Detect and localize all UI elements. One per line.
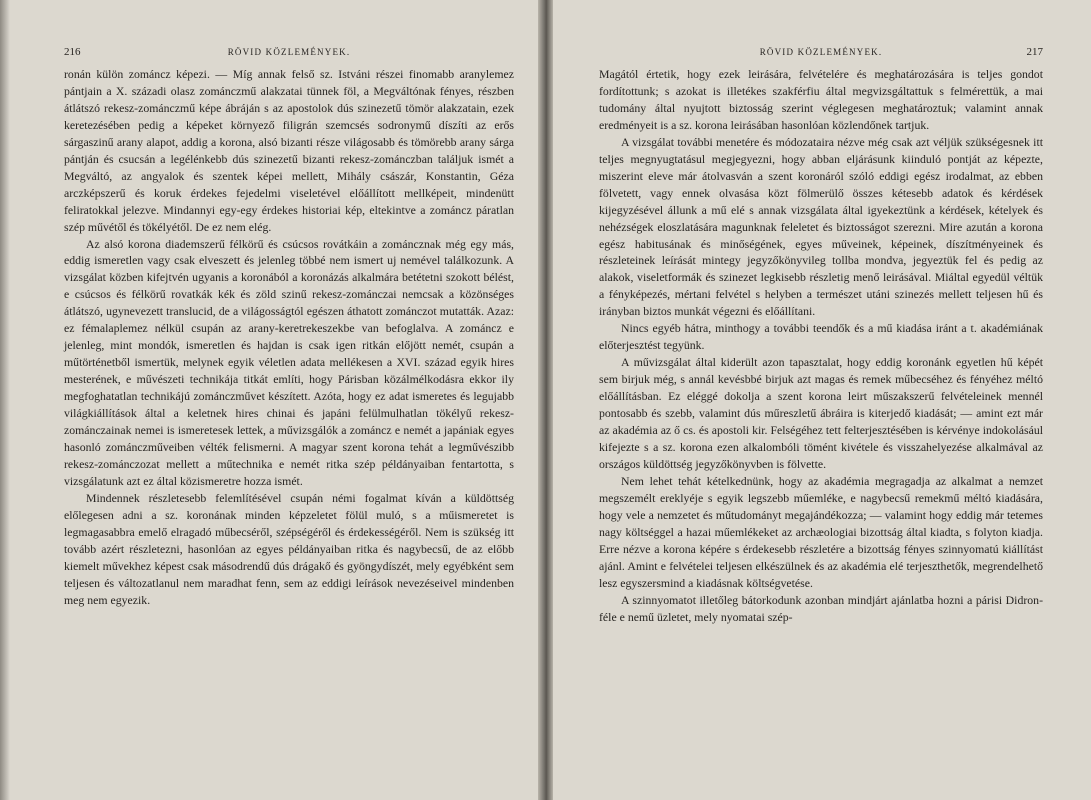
right-paragraph-3: Nincs egyéb hátra, minthogy a további teendők és a mű kiadása iránt a t. akadémiának előterjesztést tegyünk. <box>599 321 1043 353</box>
book-gutter <box>538 0 553 800</box>
left-page-number: 216 <box>64 46 81 58</box>
right-page-number: 217 <box>1026 46 1043 58</box>
left-page <box>0 0 538 800</box>
right-page-text <box>599 66 1043 625</box>
right-paragraph-5: Nem lehet tehát kételkednünk, hogy az akadémia megragadja az alkalmat a nemzet megszemélt ereklyéje s egyik legszebb műemléke, e nagybecsű remekmű méltó kiadására, hogy vele a nemzetet és műtudományt megajándékozza; — valamint hogy eddig már tetemes nagy költséggel a hazai műemlékeket az archæologiai bizottság által kiadta, s folyton kiadja. Erre nézve a korona képére s érdekesebb részletére a bizottság fényes szinnyomatú kiállítást ajánl. Amint e felvételei teljesen elkészülnek és az akadémia elé terjeszthetők, megrendelhető lesz egyszersmind a kiadásnak költségvetése. <box>599 473 1043 590</box>
left-paragraph-2: Az alsó korona diademszerű félkörű és csúcsos rovátkáin a zománcznak még egy más, eddig ismeretlen vagy csak elveszett és jelenleg többé nem ismert uj nemével találkozunk. A vizsgálat közben kifejtvén ugyanis a koronából a koronázás alkalmára betétetni szokott bélést, e csúcsos és félkörű rovatkák kék és zöld szinű rekesz-zománczai nemcsak a közönséges átlátszó, ugynevezett translucid, de a világosságtól egészen áthatott zománczot mutatták. Azaz: ez fémalaplemez nélkül csupán az arany-keretrekeszekbe van befoglalva. A zománcz e jelenleg, mint mondók, ismeretlen és hajdan is csak igen ritkán előjött nemét, csupán a műtörténetből ismertük, melynek egyik véletlen adata mellékesen a XVI. század egyik hires mesterének, e művészeti technikája titkát említi, hogy Párisban közálmélkodásra ekkor ily megfoghatatlan technikájú zománczművet készített. Azóta, hogy ez adat ismeretes és legujabb világkiállítások által a keletnek hires chinai és japáni felülmulhatlan tökélyű rekesz-zománczainak nemei is ismeretesek lettek, a művizsgálók a zománcz e nemét a japániak egyes hasonló zománczműveiben vélték felismerni. A magyar szent korona tehát a legművészibb rekesz-zománczozat mellett a műtechnika e nemét ritka szép példányaiban fentartotta, s vizsgálatunk azt ez által közismeretre hozza ismét. <box>64 236 514 488</box>
right-paragraph-6: A szinnyomatot illetőleg bátorkodunk azonban mindjárt ajánlatba hozni a párisi Didron-féle e nemű üzletet, mely nyomatai szép- <box>599 592 1043 624</box>
left-page-text <box>64 66 514 609</box>
left-edge-shadow <box>0 0 10 800</box>
right-running-head: RÖVID KÖZLEMÉNYEK. <box>759 47 883 57</box>
right-paragraph-1: Magától értetik, hogy ezek leirására, felvételére és meghatározására is teljes gondot fordítottunk; s azokat is illetékes szakférfiu által megvizsgáltattuk s felmérettük, a mai tudomány által nyujtott biztosság szerint véglegesen meghatároztuk; valamint annak eredményeit is a sz. korona leirásában hasonlóan közlendőnek tartjuk. <box>599 67 1043 132</box>
right-page-header <box>599 46 1043 66</box>
left-running-head: RÖVID KÖZLEMÉNYEK. <box>227 47 351 57</box>
right-paragraph-4: A művizsgálat által kiderült azon tapasztalat, hogy eddig koronánk egyetlen hű képét sem birjuk még, s annál kevésbbé birjuk azt magas és remek műbecséhez és fényéhez méltó előállításban. Ez eléggé dokolja a szent korona leirt műszakszerű felvételeinek mennél pontosabb és szebb, valamint dús műreszletű ábráira is kiterjedő kiadását; — amint ezt már az akadémia az ő cs. és apostoli kir. Felségéhez tett felterjesztésében is kérvénye indokolásául kifejezte s a sz. korona ezen alkalombóli tömént kivétele és visszahelyezése alkalmával az országos küldöttség jegyzőkönyvben is fölvette. <box>599 355 1043 471</box>
left-page-header <box>64 46 514 66</box>
left-paragraph-1: ronán külön zománcz képezi. — Míg annak felső sz. Istváni részei finomabb aranylemez pántjain a X. századi olasz zománczmű alakzatai tünnek föl, a Megváltónak fényes, részben átlátszó rekesz-zománczmű képe ábráján s az apostolok dús szinezetű tömör alakzatain, ezek keretezésében pedig a képeket környező filigrán szemcsés sodronymű díszíti az erős sárgaszinű arany alapot, addig a korona, alsó bizanti része világosabb és tömörebb arany sárga pántján és csucsán a legélénkebb dús szinezetű bizanti rekesz-zománczban találjuk ismét a Megváltó, az angyalok és szentek képei mellett, Mihály császár, Konstantin, Géza arczképszerű és koruk érdekes fejedelmi viseletével előállított mellképeit, mindenütt feliratokkal jelezve. Mindannyi egy-egy érdekes historiai kép, eltekintve a zománcz páratlan szép művétől és tökélyétől. De ez nem elég. <box>64 67 514 234</box>
right-page <box>553 0 1091 800</box>
right-paragraph-2: A vizsgálat további menetére és módozataira nézve még csak azt véljük szükségesnek itt teljes megnyugtatásul megjegyezni, hogy abban eljárásunk kiinduló pontját az képezte, miszerint eleve már átolvasván a szent koronáról szóló eddigi egész irodalmat, az ebben fölvetett, vagy ennek olvasása közt fölmerülő összes kétesebb adatok és kérdések kijegyzésével állunk a mű elé s annak vizsgálata által igyekeztünk a kérdések, kételyek és nehézségek eloszlatására magunknak feleletet és biztosságot szerezni. Mire azután a korona egész habitusának és minőségének, egyes műveinek, képeinek, díszítményeinek és részleteinek leírását mintegy jegyzőkönyvileg tollba mondva, jegyeztük fel és pedig az alakok, viseletformák és szinezet legkisebb részletig menő leirásával. Miáltal egyedül véltük a fényképezés, mértani felvétel s helyben a természet utáni szinezés mellett teljesen hű és irányban biztos munkát végezni és előállítani. <box>599 134 1043 319</box>
left-paragraph-3: Mindennek részletesebb felemlítésével csupán némi fogalmat kíván a küldöttség előlegesen adni a sz. koronának minden képzeletet fölül muló, s a műismeretet is legmagasabbra emelő elragadó műbecséről, szépségéről és érdekességéről. Nem is szükség itt tovább azért részletezni, hasonlóan az egyes példányaiban ritka és nagybecsű, de az előbb kiemelt művekhez képest csak másodrendű dús drágakő és gyöngydíszét, mely egyébként sem teljesen és változatlanul nem maradhat fenn, sem az eddigi leírások nevezéseivel mindenben meg nem egyezik. <box>64 490 514 607</box>
